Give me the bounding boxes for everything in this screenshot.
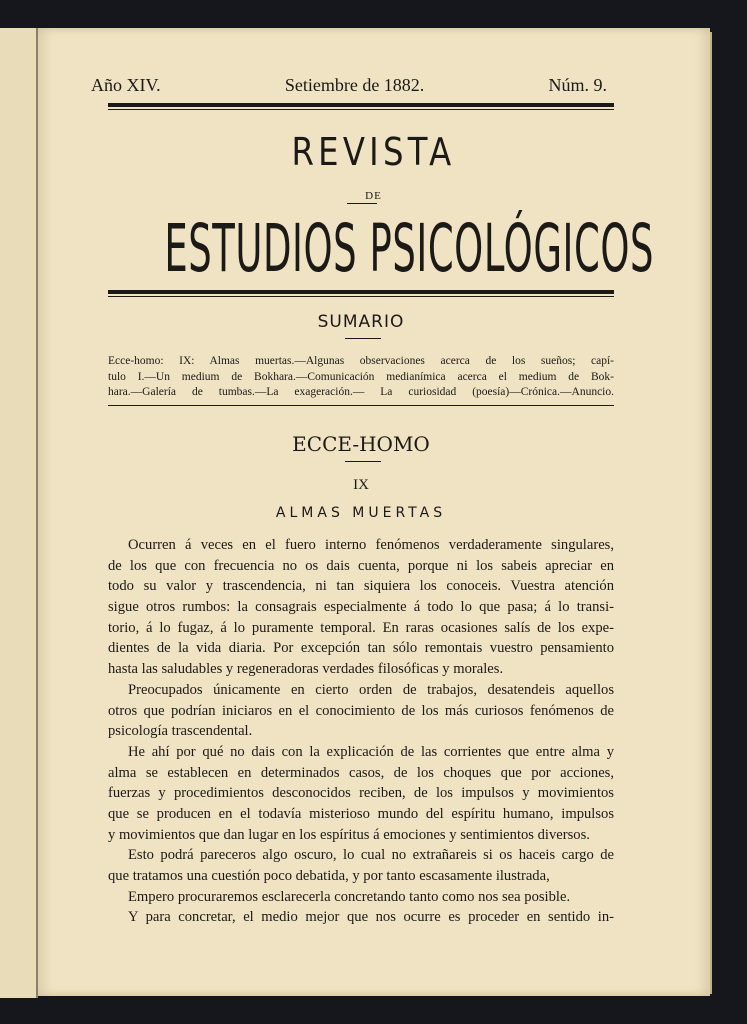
body-line: He ahí por qué no dais con la explicación de las corrientes que entre alma y xyxy=(128,743,614,760)
sumario-heading: SUMARIO xyxy=(317,312,405,332)
body-line: Empero procuraremos esclarecerla concretando tanto como nos sea posible. xyxy=(128,888,571,905)
masthead-rule-thick xyxy=(108,290,614,294)
sumario-line: Ecce-homo: IX: Almas muertas.—Algunas observaciones acerca de los sueños; capí- xyxy=(108,355,614,367)
body-line: torio, á lo fugaz, á lo puramente temporal. En raras ocasiones salís de los expe- xyxy=(108,619,614,636)
sumario-bottom-rule xyxy=(108,405,614,406)
connector-rule xyxy=(347,203,377,204)
body-line: de los que con frecuencia no os dais cuenta, porque ni los sabeis apreciar en xyxy=(108,557,614,574)
chapter-subtitle: ALMAS MUERTAS xyxy=(275,505,447,521)
sumario-line: hara.—Galería de tumbas.—La exageración.— La curiosidad (poesía)—Crónica.—Anuncio. xyxy=(108,386,614,398)
chapter-number: IX xyxy=(353,477,369,493)
sumario-rule xyxy=(345,338,381,339)
masthead-connector: DE xyxy=(365,190,382,202)
article-title: ECCE-HOMO xyxy=(292,432,430,456)
article-title-rule xyxy=(345,461,381,462)
body-line: y movimientos que dan lugar en los espíritus á emociones y sentimientos diversos. xyxy=(108,826,590,843)
body-line: otros que podrían iniciaros en el conocimiento de los más curiosos fenómenos de xyxy=(108,702,614,719)
body-line: dientes de la vida diaria. Por excepción tan sólo remontais vuestro pensamiento xyxy=(108,640,614,657)
body-line: fuerzas y procedimientos desconocidos reciben, de los impulsos y movimientos xyxy=(108,785,614,802)
article-body xyxy=(108,535,614,928)
body-line: que se producen en el todavía misterioso mundo del espíritu humano, impulsos xyxy=(108,805,614,822)
body-line: Esto podrá pareceros algo oscuro, lo cual no extrañareis si os haceis cargo de xyxy=(128,847,614,864)
masthead-rule-thin xyxy=(108,296,614,297)
body-line: psicología trascendental. xyxy=(108,723,253,740)
masthead-revista: REVISTA xyxy=(291,130,456,174)
body-line: que tratamos una cuestión poco debatida, y por tanto escasamente ilustrada, xyxy=(108,868,550,884)
sumario-line: tulo I.—Un medium de Bokhara.—Comunicación medianímica acerca el medium de Bok- xyxy=(108,370,614,383)
header-rule-thick xyxy=(108,103,614,107)
body-line: Preocupados únicamente en cierto orden de trabajos, desatendeis aquellos xyxy=(128,681,614,698)
body-line: todo su valor y trascendencia, ni tan siquiera los conoceis. Vuestra atención xyxy=(108,578,614,595)
issue-number: Núm. 9. xyxy=(548,75,607,95)
sumario-contents xyxy=(108,354,614,401)
body-line: hasta las saludables y regeneradoras verdades filosóficas y morales. xyxy=(108,661,504,678)
issue-header xyxy=(91,75,607,96)
body-line: Y para concretar, el medio mejor que nos ocurre es proceder en sentido in- xyxy=(128,909,614,926)
header-rule-thin xyxy=(108,109,614,110)
body-line: sigue otros rumbos: la consagrais especialmente á todo lo que pasa; á lo transi- xyxy=(108,599,614,616)
issue-year: Año XIV. xyxy=(91,75,161,95)
issue-date: Setiembre de 1882. xyxy=(284,75,425,95)
body-line: Ocurren á veces en el fuero interno fenómenos verdaderamente singulares, xyxy=(128,537,614,553)
body-line: alma se establecen en determinados casos, de los choques que por acciones, xyxy=(108,764,614,781)
masthead-title: ESTUDIOS PSICOLÓGICOS xyxy=(164,210,655,287)
